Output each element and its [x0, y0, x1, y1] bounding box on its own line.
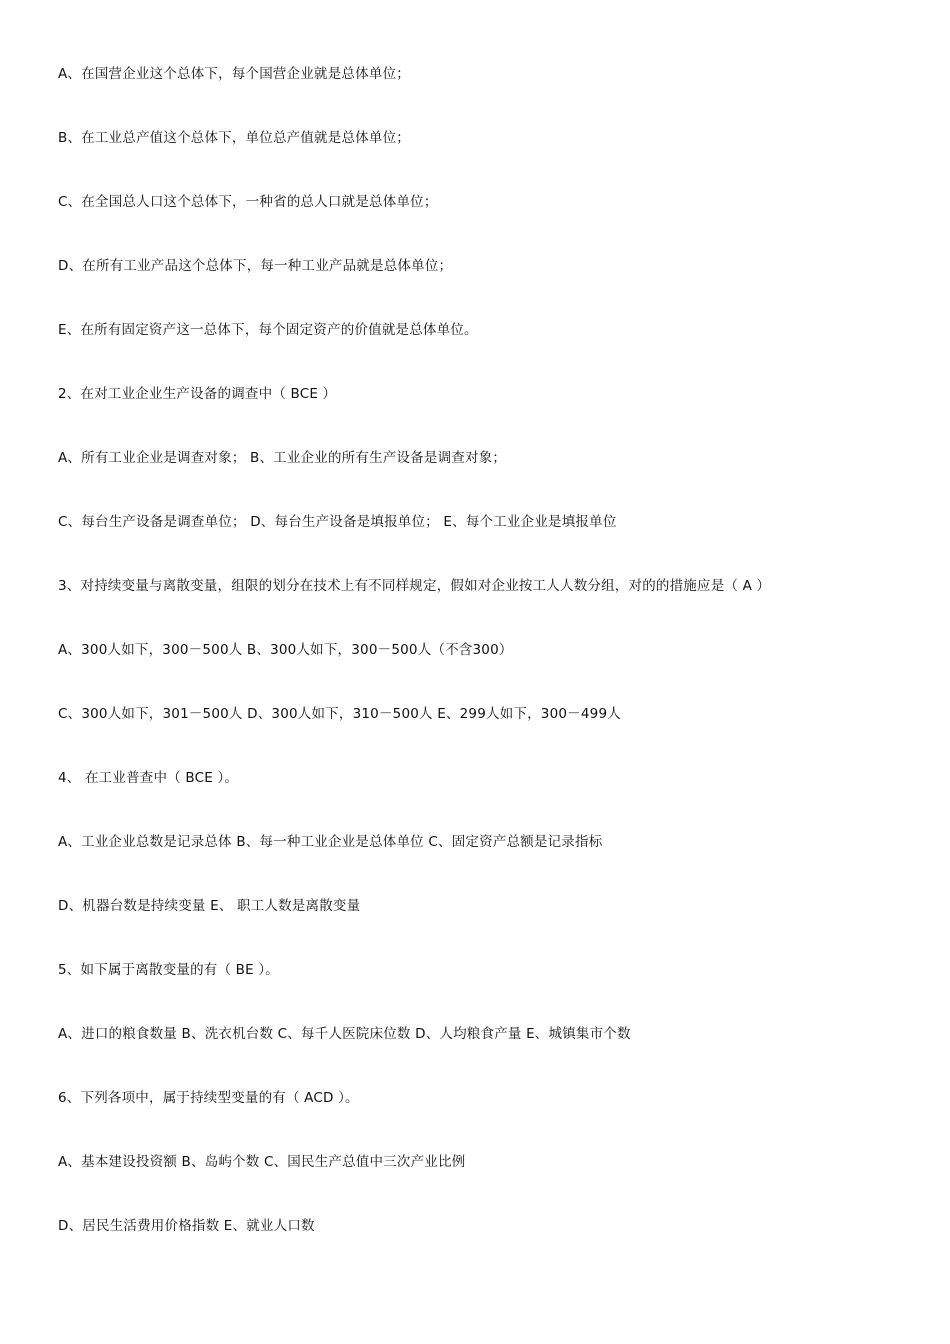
- question-3-options-ab: A、300人如下，300－500人 B、300人如下，300－500人（不含300）: [58, 642, 513, 658]
- question-5: 5、如下属于离散变量的有（ BE ）。: [58, 962, 280, 978]
- question-5-options: A、进口的粮食数量 B、洗衣机台数 C、每千人医院床位数 D、人均粮食产量 E、城镇集市个数: [58, 1026, 631, 1042]
- question-2-options-cde: C、每台生产设备是调查单位； D、每台生产设备是填报单位； E、每个工业企业是填报单位: [58, 514, 617, 530]
- option-d-line: D、在所有工业产品这个总体下，每一种工业产品就是总体单位；: [58, 258, 453, 274]
- option-a-line: A、在国营企业这个总体下，每个国营企业就是总体单位；: [58, 66, 410, 82]
- question-3: 3、对持续变量与离散变量，组限的划分在技术上有不同样规定，假如对企业按工人人数分组，对的的措施应是（ A ）: [58, 578, 771, 594]
- question-6-options-de: D、居民生活费用价格指数 E、就业人口数: [58, 1218, 315, 1234]
- question-2-options-ab: A、所有工业企业是调查对象； B、工业企业的所有生产设备是调查对象；: [58, 450, 507, 466]
- question-4-options-abc: A、工业企业总数是记录总体 B、每一种工业企业是总体单位 C、固定资产总额是记录指标: [58, 834, 603, 850]
- question-4-options-de: D、机器台数是持续变量 E、 职工人数是离散变量: [58, 898, 361, 914]
- question-2: 2、在对工业企业生产设备的调查中（ BCE ）: [58, 386, 337, 402]
- option-e-line: E、在所有固定资产这一总体下，每个固定资产的价值就是总体单位。: [58, 322, 478, 338]
- question-6: 6、下列各项中，属于持续型变量的有（ ACD ）。: [58, 1090, 359, 1106]
- question-6-options-abc: A、基本建设投资额 B、岛屿个数 C、国民生产总值中三次产业比例: [58, 1154, 466, 1170]
- question-4: 4、 在工业普查中（ BCE ）。: [58, 770, 239, 786]
- option-c-line: C、在全国总人口这个总体下，一种省的总人口就是总体单位；: [58, 194, 438, 210]
- question-3-options-cde: C、300人如下，301－500人 D、300人如下，310－500人 E、299人如下，300－499人: [58, 706, 621, 722]
- option-b-line: B、在工业总产值这个总体下，单位总产值就是总体单位；: [58, 130, 410, 146]
